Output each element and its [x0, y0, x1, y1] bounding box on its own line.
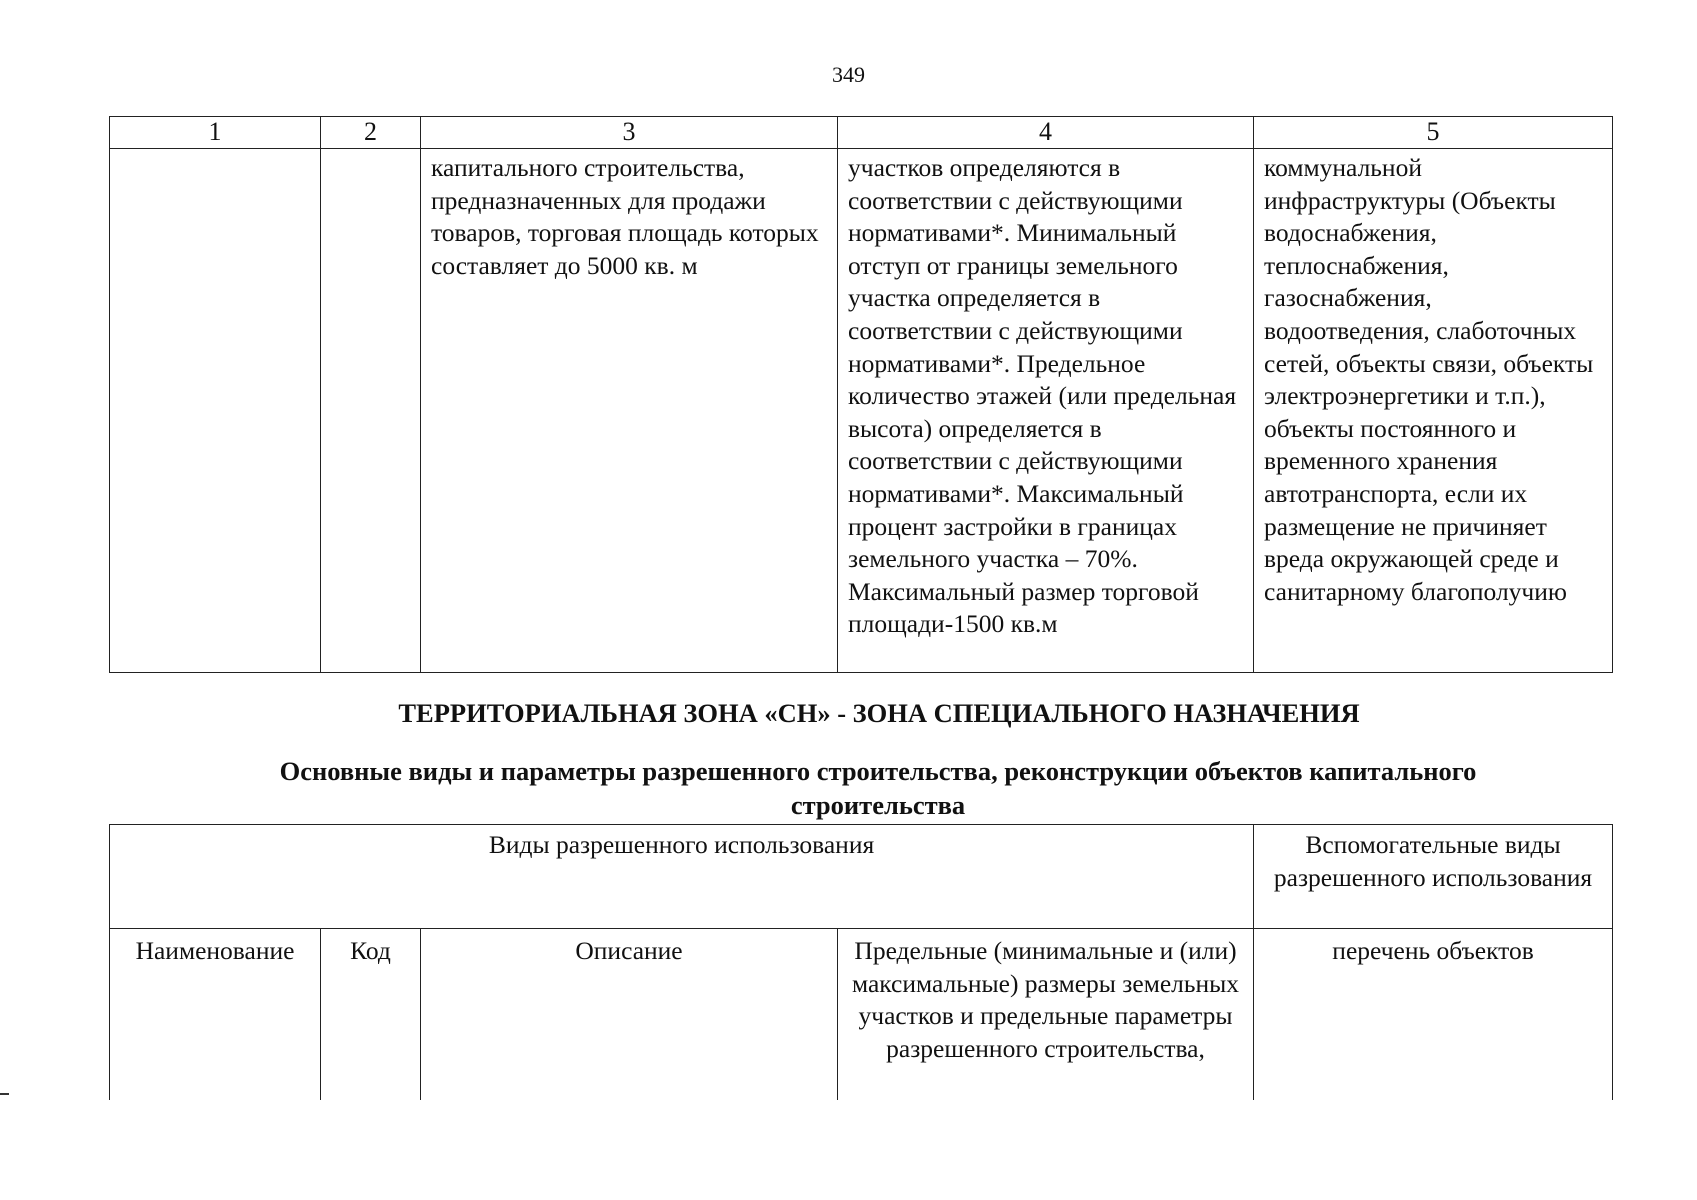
cell-description: капитального строительства, предназначенных для продажи товаров, торговая площадь которых составляет до 5000 кв. м	[421, 149, 838, 673]
section-title: Основные виды и параметры разрешенного строительства, реконструкции объектов капитального строительства	[279, 756, 1477, 820]
zone-title: ТЕРРИТОРИАЛЬНАЯ ЗОНА «СН» - ЗОНА СПЕЦИАЛЬНОГО НАЗНАЧЕНИЯ	[398, 698, 1360, 728]
column-header-name: Наименование	[110, 929, 321, 1101]
cell-parameters: участков определяются в соответствии с действующими нормативами*. Минимальный отступ от границы земельного участка определяется в соответствии с действующими нормативами*. Предельное количество этажей (или предельная высота) определяется в соответствии с действующими нормативами*. Максимальный процент застройки в границах земельного участка – 70%. Максимальный размер торговой площади-1500 кв.м	[838, 149, 1254, 673]
column-header-objects: перечень объектов	[1254, 929, 1613, 1101]
margin-mark	[0, 1093, 9, 1095]
column-header-code: Код	[321, 929, 421, 1101]
column-header-row	[110, 929, 1613, 1101]
auxiliary-header: Вспомогательные виды разрешенного использования	[1254, 825, 1613, 929]
cell-code	[321, 149, 421, 673]
column-number-1: 1	[110, 117, 321, 149]
cell-auxiliary-objects: коммунальной инфраструктуры (Объекты водоснабжения, теплоснабжения, газоснабжения, водоотведения, слаботочных сетей, объекты связи, объекты электроэнергетики и т.п.), объекты постоянного и временного хранения автотранспорта, если их размещение не причиняет вреда окружающей среде и санитарному благополучию	[1254, 149, 1613, 673]
column-number-4: 4	[838, 117, 1254, 149]
cell-name	[110, 149, 321, 673]
table-header-row	[110, 117, 1613, 149]
column-number-5: 5	[1254, 117, 1613, 149]
column-number-2: 2	[321, 117, 421, 149]
column-header-parameters: Предельные (минимальные и (или) максимальные) размеры земельных участков и предельные параметры разрешенного строительства,	[838, 929, 1254, 1101]
column-header-description: Описание	[421, 929, 838, 1101]
page-number: 349	[832, 62, 865, 87]
table-row	[110, 149, 1613, 673]
group-header: Виды разрешенного использования	[110, 825, 1254, 929]
continued-table	[109, 116, 1613, 673]
column-number-3: 3	[421, 117, 838, 149]
group-header-row	[110, 825, 1613, 929]
zone-table	[109, 824, 1613, 1100]
